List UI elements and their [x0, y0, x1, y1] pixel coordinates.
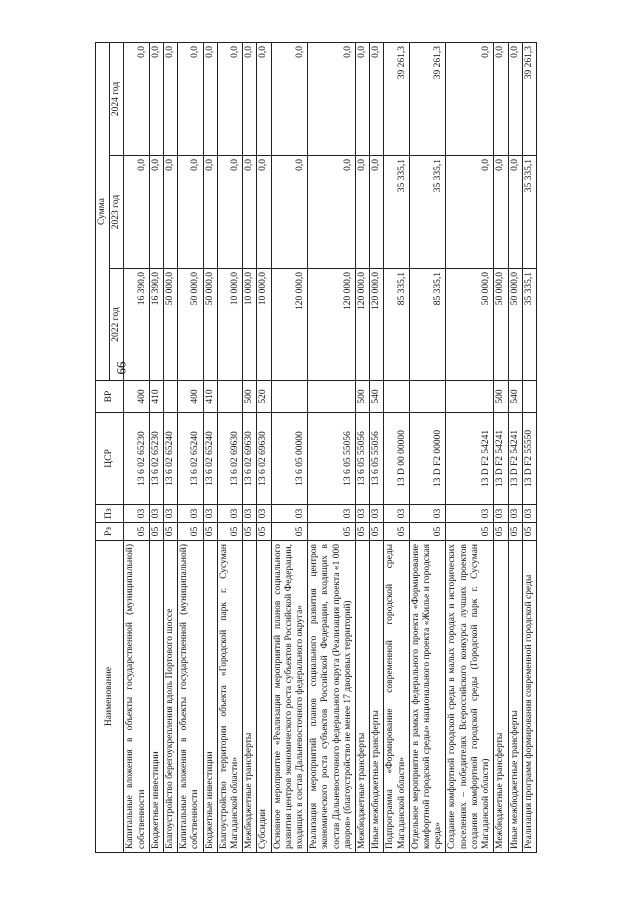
- cell-name: Субсидии: [257, 541, 271, 853]
- cell-2023: 0,0: [308, 156, 356, 269]
- table-row: [508, 42, 522, 852]
- header-rz: Рз: [96, 523, 124, 541]
- table-row: [522, 42, 536, 852]
- cell-pz: 03: [257, 505, 271, 523]
- header-csr: ЦСР: [96, 413, 124, 505]
- cell-rz: 05: [257, 523, 271, 541]
- table-row: [257, 42, 271, 852]
- cell-rz: 05: [508, 523, 522, 541]
- cell-2023: 0,0: [217, 156, 242, 269]
- cell-csr: 13 6 02 69630: [217, 413, 242, 505]
- cell-2024: 39 261,3: [384, 42, 409, 155]
- cell-2022: 120 000,0: [271, 269, 308, 381]
- page-number: 99: [114, 361, 129, 375]
- cell-vr: [308, 381, 356, 413]
- cell-2022: 10 000,0: [217, 269, 242, 381]
- cell-rz: 05: [271, 523, 308, 541]
- cell-2022: 85 335,1: [409, 269, 446, 381]
- cell-csr: 13 6 02 65230: [124, 413, 149, 505]
- header-2023: 2023 год: [110, 156, 124, 269]
- cell-name: Межбюджетные трансферты: [243, 541, 257, 853]
- cell-2023: 0,0: [124, 156, 149, 269]
- cell-rz: 05: [217, 523, 242, 541]
- cell-pz: 03: [308, 505, 356, 523]
- cell-2024: 0,0: [308, 42, 356, 155]
- cell-csr: 13 6 02 65240: [164, 413, 178, 505]
- rotated-page-content: [95, 43, 602, 853]
- cell-2023: 35 335,1: [522, 156, 536, 269]
- cell-csr: 13 6 05 55056: [308, 413, 356, 505]
- cell-name: Реализация мероприятий планов социального развития центров экономического роста субъектов Российской Федерации, входящих в состав Дальневосточного федерального округа (Реализация проекта «1 000 дворов» (благоустройство не менее 17 дворовых территорий): [308, 541, 356, 853]
- cell-pz: 03: [508, 505, 522, 523]
- cell-2022: 35 335,1: [522, 269, 536, 381]
- cell-2022: 120 000,0: [308, 269, 356, 381]
- cell-name: Межбюджетные трансферты: [494, 541, 508, 853]
- cell-pz: 03: [217, 505, 242, 523]
- table-row: [308, 42, 356, 852]
- cell-2024: 0,0: [356, 42, 370, 155]
- table-row: [356, 42, 370, 852]
- table-row: [203, 42, 217, 852]
- table-row: [178, 42, 203, 852]
- cell-2023: 0,0: [243, 156, 257, 269]
- cell-name: Бюджетные инвестиции: [149, 541, 163, 853]
- cell-2022: 10 000,0: [243, 269, 257, 381]
- cell-name: Межбюджетные трансферты: [356, 541, 370, 853]
- cell-2024: 0,0: [243, 42, 257, 155]
- cell-pz: 03: [446, 505, 494, 523]
- cell-2024: 0,0: [271, 42, 308, 155]
- cell-rz: 05: [446, 523, 494, 541]
- cell-rz: 05: [494, 523, 508, 541]
- cell-pz: 03: [409, 505, 446, 523]
- cell-2022: 16 390,0: [149, 269, 163, 381]
- header-sum: Сумма: [96, 42, 110, 380]
- header-vr: ВР: [96, 381, 124, 413]
- cell-pz: 03: [243, 505, 257, 523]
- cell-name: Основное мероприятие «Реализация мероприятий планов социального развития центров экономического роста субъектов Российской Федерации, входящих в состав Дальневосточного федерального округа»: [271, 541, 308, 853]
- cell-vr: [446, 381, 494, 413]
- cell-csr: 13 D F2 54241: [446, 413, 494, 505]
- cell-pz: 03: [522, 505, 536, 523]
- cell-2022: 120 000,0: [356, 269, 370, 381]
- header-row-1: [96, 42, 110, 852]
- cell-pz: 03: [149, 505, 163, 523]
- cell-2024: 0,0: [508, 42, 522, 155]
- table-row: [124, 42, 149, 852]
- cell-rz: 05: [203, 523, 217, 541]
- cell-2022: 50 000,0: [446, 269, 494, 381]
- budget-table: [95, 42, 537, 853]
- header-name: Наименование: [96, 541, 124, 853]
- cell-name: Иные межбюджетные трансферты: [508, 541, 522, 853]
- cell-2022: 85 335,1: [384, 269, 409, 381]
- cell-2022: 50 000,0: [164, 269, 178, 381]
- cell-2023: 0,0: [271, 156, 308, 269]
- cell-rz: 05: [178, 523, 203, 541]
- cell-csr: 13 6 02 65230: [149, 413, 163, 505]
- cell-vr: 500: [356, 381, 370, 413]
- cell-csr: 13 6 02 65240: [178, 413, 203, 505]
- cell-2024: 0,0: [257, 42, 271, 155]
- table-row: [271, 42, 308, 852]
- cell-rz: 05: [409, 523, 446, 541]
- cell-2023: 0,0: [446, 156, 494, 269]
- cell-pz: 03: [124, 505, 149, 523]
- cell-name: Отдельное мероприятие в рамках федерального проекта «Формирование комфортной городской среды» национального проекта «Жилье и городская среда»: [409, 541, 446, 853]
- table-row: [409, 42, 446, 852]
- cell-vr: 500: [243, 381, 257, 413]
- cell-name: Иные межбюджетные трансферты: [370, 541, 384, 853]
- header-2022: 2022 год: [110, 269, 124, 381]
- header-pz: Пз: [96, 505, 124, 523]
- cell-name: Благоустройство территории объекта «Городской парк г. Сусуман Магаданской области»: [217, 541, 242, 853]
- cell-rz: 05: [164, 523, 178, 541]
- cell-name: Капитальные вложения в объекты государственной (муниципальной) собственности: [124, 541, 149, 853]
- cell-2024: 0,0: [370, 42, 384, 155]
- cell-2022: 16 390,0: [124, 269, 149, 381]
- cell-csr: 13 6 05 55056: [370, 413, 384, 505]
- cell-csr: 13 6 02 65240: [203, 413, 217, 505]
- cell-csr: 13 D F2 54241: [494, 413, 508, 505]
- table-row: [370, 42, 384, 852]
- cell-rz: 05: [356, 523, 370, 541]
- table-row: [494, 42, 508, 852]
- cell-vr: [271, 381, 308, 413]
- cell-rz: 05: [384, 523, 409, 541]
- cell-2023: 0,0: [508, 156, 522, 269]
- cell-2024: 39 261,3: [409, 42, 446, 155]
- cell-2022: 50 000,0: [494, 269, 508, 381]
- cell-2022: 50 000,0: [178, 269, 203, 381]
- cell-vr: [217, 381, 242, 413]
- cell-vr: 500: [494, 381, 508, 413]
- cell-csr: 13 D 00 00000: [384, 413, 409, 505]
- cell-name: Реализация программ формирования современной городской среды: [522, 541, 536, 853]
- cell-pz: 03: [356, 505, 370, 523]
- cell-2023: 0,0: [370, 156, 384, 269]
- cell-vr: 540: [370, 381, 384, 413]
- cell-2023: 35 335,1: [384, 156, 409, 269]
- cell-rz: 05: [522, 523, 536, 541]
- cell-pz: 03: [178, 505, 203, 523]
- table-row: [243, 42, 257, 852]
- cell-pz: 03: [384, 505, 409, 523]
- cell-vr: 410: [203, 381, 217, 413]
- cell-vr: 410: [149, 381, 163, 413]
- table-row: [446, 42, 494, 852]
- cell-rz: 05: [124, 523, 149, 541]
- cell-2023: 0,0: [203, 156, 217, 269]
- cell-vr: 400: [124, 381, 149, 413]
- cell-csr: 13 D F2 55550: [522, 413, 536, 505]
- cell-2024: 0,0: [203, 42, 217, 155]
- cell-vr: 520: [257, 381, 271, 413]
- table-body: [124, 42, 537, 852]
- cell-name: Бюджетные инвестиции: [203, 541, 217, 853]
- cell-2024: 0,0: [178, 42, 203, 155]
- cell-rz: 05: [370, 523, 384, 541]
- cell-pz: 03: [271, 505, 308, 523]
- cell-2023: 0,0: [178, 156, 203, 269]
- cell-csr: 13 6 02 69630: [243, 413, 257, 505]
- cell-name: Подпрограмма «Формирование современной городской среды Магаданской области»: [384, 541, 409, 853]
- cell-vr: [384, 381, 409, 413]
- cell-pz: 03: [370, 505, 384, 523]
- cell-2023: 35 335,1: [409, 156, 446, 269]
- cell-2023: 0,0: [257, 156, 271, 269]
- table-row: [217, 42, 242, 852]
- cell-2022: 50 000,0: [203, 269, 217, 381]
- cell-name: Благоустройство берегоукрепления вдоль Портового шоссе: [164, 541, 178, 853]
- header-2024: 2024 год: [110, 42, 124, 155]
- cell-2024: 0,0: [164, 42, 178, 155]
- cell-2023: 0,0: [164, 156, 178, 269]
- cell-vr: [409, 381, 446, 413]
- cell-vr: [164, 381, 178, 413]
- cell-csr: 13 6 05 55056: [356, 413, 370, 505]
- cell-2024: 0,0: [494, 42, 508, 155]
- cell-csr: 13 D F2 00000: [409, 413, 446, 505]
- cell-pz: 03: [203, 505, 217, 523]
- cell-name: Капитальные вложения в объекты государственной (муниципальной) собственности: [178, 541, 203, 853]
- cell-vr: 540: [508, 381, 522, 413]
- cell-vr: 400: [178, 381, 203, 413]
- cell-name: Создание комфортной городской среды в малых городах и исторических поселениях – победителях Всероссийского конкурса лучших проектов создания комфортной городской среды (Городской парк г. Сусуман Магаданской области): [446, 541, 494, 853]
- cell-2023: 0,0: [149, 156, 163, 269]
- cell-csr: 13 6 05 00000: [271, 413, 308, 505]
- table-row: [164, 42, 178, 852]
- cell-2024: 0,0: [446, 42, 494, 155]
- cell-csr: 13 D F2 54241: [508, 413, 522, 505]
- table-row: [149, 42, 163, 852]
- cell-2022: 120 000,0: [370, 269, 384, 381]
- cell-csr: 13 6 02 69630: [257, 413, 271, 505]
- cell-2022: 10 000,0: [257, 269, 271, 381]
- cell-pz: 03: [164, 505, 178, 523]
- cell-2024: 0,0: [124, 42, 149, 155]
- cell-rz: 05: [243, 523, 257, 541]
- cell-2023: 0,0: [494, 156, 508, 269]
- cell-2024: 0,0: [149, 42, 163, 155]
- table-row: [384, 42, 409, 852]
- cell-rz: 05: [308, 523, 356, 541]
- cell-2024: 0,0: [217, 42, 242, 155]
- cell-2023: 0,0: [356, 156, 370, 269]
- cell-2024: 39 261,3: [522, 42, 536, 155]
- cell-2022: 50 000,0: [508, 269, 522, 381]
- cell-pz: 03: [494, 505, 508, 523]
- cell-vr: [522, 381, 536, 413]
- cell-rz: 05: [149, 523, 163, 541]
